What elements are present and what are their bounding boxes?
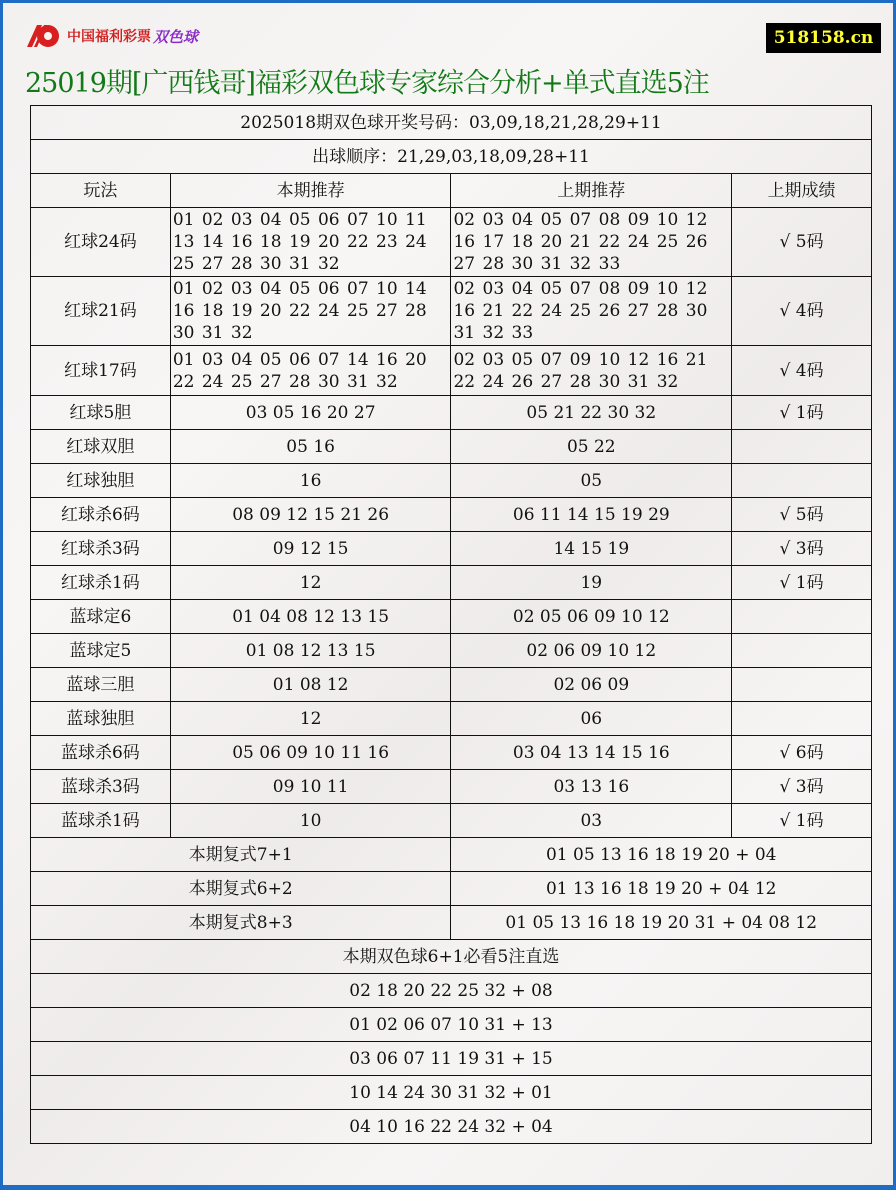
direct-pick-row (31, 1008, 872, 1042)
compound-label: 本期复式6+2 (31, 872, 451, 906)
current-pick: 01 08 12 13 15 (170, 634, 451, 668)
direct-title-row (31, 940, 872, 974)
previous-pick: 03 (451, 804, 732, 838)
current-pick: 09 12 15 (170, 532, 451, 566)
current-pick: 05 06 09 10 11 16 (170, 736, 451, 770)
previous-result: √ 5码 (732, 208, 872, 277)
compound-numbers: 01 13 16 18 19 20 + 04 12 (451, 872, 872, 906)
compound-numbers: 01 05 13 16 18 19 20 + 04 (451, 838, 872, 872)
header-previous: 上期推荐 (451, 174, 732, 208)
previous-pick: 19 (451, 566, 732, 600)
logo-text: 中国福利彩票 (67, 29, 151, 45)
previous-result: √ 3码 (732, 532, 872, 566)
previous-pick: 05 21 22 30 32 (451, 396, 732, 430)
direct-pick: 04 10 16 22 24 32 + 04 (31, 1110, 872, 1144)
compound-label: 本期复式8+3 (31, 906, 451, 940)
table-row (31, 346, 872, 396)
table-row (31, 464, 872, 498)
play-label: 红球5胆 (31, 396, 171, 430)
play-label: 红球24码 (31, 208, 171, 277)
table-row (31, 532, 872, 566)
direct-title: 本期双色球6+1必看5注直选 (31, 940, 872, 974)
play-label: 红球双胆 (31, 430, 171, 464)
previous-result: √ 3码 (732, 770, 872, 804)
table-row (31, 770, 872, 804)
previous-pick: 02 06 09 (451, 668, 732, 702)
compound-numbers: 01 05 13 16 18 19 20 31 + 04 08 12 (451, 906, 872, 940)
play-label: 蓝球定5 (31, 634, 171, 668)
previous-result: √ 1码 (732, 396, 872, 430)
previous-result: √ 6码 (732, 736, 872, 770)
table-row (31, 736, 872, 770)
table-row (31, 566, 872, 600)
header-play: 玩法 (31, 174, 171, 208)
previous-pick: 14 15 19 (451, 532, 732, 566)
table-row (31, 634, 872, 668)
previous-result: √ 5码 (732, 498, 872, 532)
play-label: 红球杀1码 (31, 566, 171, 600)
play-label: 红球杀3码 (31, 532, 171, 566)
draw-result-row (31, 106, 872, 140)
current-pick: 12 (170, 566, 451, 600)
previous-pick: 06 (451, 702, 732, 736)
compound-row (31, 906, 872, 940)
compound-row (31, 872, 872, 906)
logo-subtitle: 双色球 (153, 27, 199, 46)
header-result: 上期成绩 (732, 174, 872, 208)
direct-pick-row (31, 1110, 872, 1144)
play-label: 蓝球定6 (31, 600, 171, 634)
previous-pick: 02 03 04 05 07 08 09 10 12 16 21 22 24 25 26 27 28 30 31 32 33 (451, 277, 732, 346)
previous-result: √ 4码 (732, 277, 872, 346)
header-row (31, 174, 872, 208)
play-label: 蓝球杀6码 (31, 736, 171, 770)
table-row (31, 277, 872, 346)
previous-result: √ 1码 (732, 804, 872, 838)
page-title: 25019期[广西钱哥]福彩双色球专家综合分析+单式直选5注 (25, 68, 709, 99)
previous-pick: 06 11 14 15 19 29 (451, 498, 732, 532)
previous-pick: 02 05 06 09 10 12 (451, 600, 732, 634)
current-pick: 16 (170, 464, 451, 498)
current-pick: 01 08 12 (170, 668, 451, 702)
draw-result: 2025018期双色球开奖号码：03,09,18,21,28,29+11 (31, 106, 872, 140)
table-row (31, 702, 872, 736)
direct-pick-row (31, 1042, 872, 1076)
previous-result (732, 702, 872, 736)
previous-pick: 02 03 05 07 09 10 12 16 21 22 24 26 27 28 30 31 32 (451, 346, 732, 396)
direct-pick: 01 02 06 07 10 31 + 13 (31, 1008, 872, 1042)
analysis-table (30, 105, 872, 1144)
current-pick: 05 16 (170, 430, 451, 464)
play-label: 红球独胆 (31, 464, 171, 498)
play-label: 蓝球杀3码 (31, 770, 171, 804)
table-row (31, 498, 872, 532)
play-label: 蓝球杀1码 (31, 804, 171, 838)
current-pick: 01 03 04 05 06 07 14 16 20 22 24 25 27 28 30 31 32 (170, 346, 451, 396)
current-pick: 08 09 12 15 21 26 (170, 498, 451, 532)
previous-pick: 05 (451, 464, 732, 498)
previous-pick: 03 13 16 (451, 770, 732, 804)
play-label: 蓝球三胆 (31, 668, 171, 702)
welfare-lottery-logo (23, 21, 198, 51)
play-label: 蓝球独胆 (31, 702, 171, 736)
previous-result (732, 430, 872, 464)
previous-result: √ 1码 (732, 566, 872, 600)
direct-pick: 10 14 24 30 31 32 + 01 (31, 1076, 872, 1110)
direct-pick-row (31, 1076, 872, 1110)
table-row (31, 668, 872, 702)
header-current: 本期推荐 (170, 174, 451, 208)
previous-pick: 03 04 13 14 15 16 (451, 736, 732, 770)
current-pick: 10 (170, 804, 451, 838)
direct-pick: 02 18 20 22 25 32 + 08 (31, 974, 872, 1008)
previous-pick: 02 03 04 05 07 08 09 10 12 16 17 18 20 21 22 24 25 26 27 28 30 31 32 33 (451, 208, 732, 277)
table-row (31, 208, 872, 277)
previous-result: √ 4码 (732, 346, 872, 396)
direct-pick-row (31, 974, 872, 1008)
play-label: 红球21码 (31, 277, 171, 346)
play-label: 红球17码 (31, 346, 171, 396)
previous-pick: 05 22 (451, 430, 732, 464)
table-row (31, 600, 872, 634)
current-pick: 01 02 03 04 05 06 07 10 11 13 14 16 18 19 20 22 23 24 25 27 28 30 31 32 (170, 208, 451, 277)
previous-result (732, 600, 872, 634)
compound-row (31, 838, 872, 872)
previous-result (732, 464, 872, 498)
current-pick: 09 10 11 (170, 770, 451, 804)
table-row (31, 396, 872, 430)
compound-label: 本期复式7+1 (31, 838, 451, 872)
previous-result (732, 668, 872, 702)
lottery-logo-icon (23, 21, 63, 51)
current-pick: 12 (170, 702, 451, 736)
site-badge: 518158.cn (766, 23, 881, 53)
draw-order-row (31, 140, 872, 174)
draw-order: 出球顺序：21,29,03,18,09,28+11 (31, 140, 872, 174)
previous-result (732, 634, 872, 668)
direct-pick: 03 06 07 11 19 31 + 15 (31, 1042, 872, 1076)
table-row (31, 430, 872, 464)
current-pick: 01 02 03 04 05 06 07 10 14 16 18 19 20 22 24 25 27 28 30 31 32 (170, 277, 451, 346)
previous-pick: 02 06 09 10 12 (451, 634, 732, 668)
play-label: 红球杀6码 (31, 498, 171, 532)
current-pick: 03 05 16 20 27 (170, 396, 451, 430)
current-pick: 01 04 08 12 13 15 (170, 600, 451, 634)
table-row (31, 804, 872, 838)
